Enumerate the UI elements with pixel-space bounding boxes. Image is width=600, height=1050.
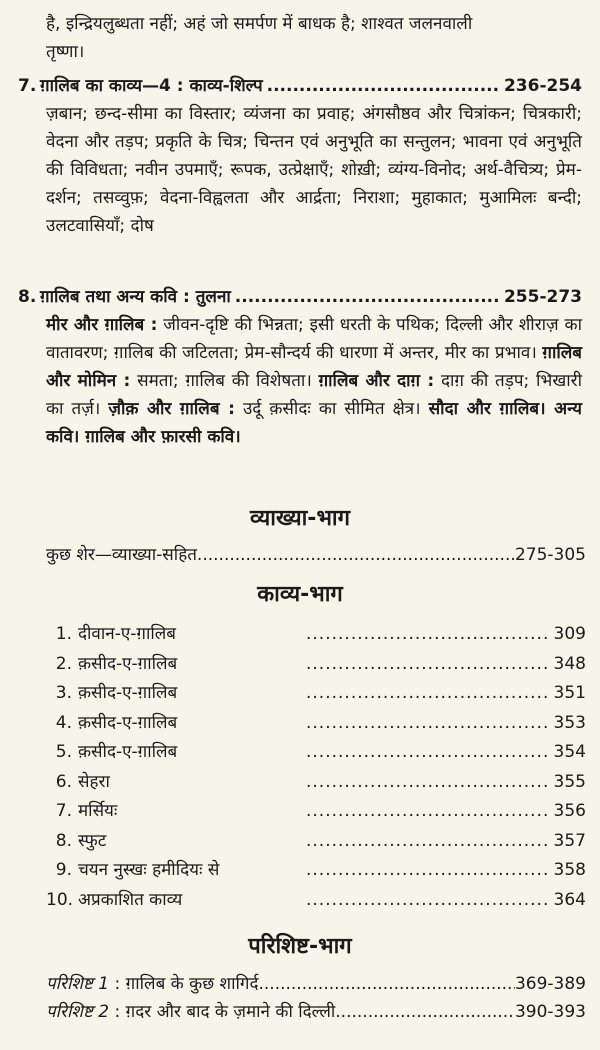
kavya-item-page: 356 [553, 801, 586, 821]
kavya-item [46, 856, 586, 884]
entry-description: ज़बान; छन्द-सीमा का विस्तार; व्यंजना का प्रवाह; अंगसौष्ठव और चित्रांकन; चित्रकारी; वेदना और तड़प; प्रकृति के चित्र; चिन्तन एवं अनुभूति का सन्तुलन; भावना एवं अनुभूति की विविधता; नवीन उपमाएँ; रूपक, उत्प्रेक्षाएँ; शोख़ी; व्यंग्य-विनोद; अर्थ-वैचित्र्य; प्रेम-दर्शन; तसव्वुफ़; वेदना-विह्वलता और आर्द्रता; निराशा; मुहाकात; मुआमिलः बन्दी; उलटवासियाँ; दोष [46, 104, 582, 236]
kavya-item-title: दीवान-ए-ग़ालिब [78, 624, 176, 644]
entry-title: ग़ालिब तथा अन्य कवि : तुलना [40, 287, 231, 307]
parishisht-label: परिशिष्ट 1 [46, 974, 110, 994]
kavya-item-number: 10. [46, 889, 74, 910]
kavya-item-number: 8. [55, 830, 72, 851]
dot-leader [306, 620, 550, 648]
kavya-item-title: क़सीद-ए-ग़ालिब [78, 683, 178, 703]
dot-leader [306, 709, 550, 737]
kavya-item-number: 6. [55, 771, 72, 792]
kavya-item-number: 1. [55, 624, 72, 644]
kavya-item-title: क़सीद-ए-ग़ालिब [78, 653, 178, 674]
kavya-item-page: 354 [553, 742, 586, 762]
continued-text-line-2: तृष्णा। [46, 42, 85, 62]
dot-leader [306, 738, 550, 766]
comparison-heading-meer: मीर और ग़ालिब : [46, 315, 158, 335]
kavya-item-title: मर्सियः [78, 801, 118, 821]
kavya-item-number: 4. [55, 712, 72, 733]
parishisht-title: : ग़ालिब के कुछ शागिर्द [109, 974, 259, 994]
parishisht-item [46, 998, 586, 1026]
kavya-item [46, 827, 586, 855]
kavya-item-title: क़सीद-ए-ग़ालिब [78, 712, 178, 733]
toc-entry-8 [18, 283, 582, 451]
comparison-heading-daag: ग़ालिब और दाग़ : [318, 371, 435, 391]
kavya-item-number: 7. [55, 801, 72, 821]
kavya-item-page: 351 [553, 683, 586, 703]
vyakhya-item-pages: 275-305 [514, 545, 586, 565]
comparison-heading-momin: ग़ालिब और मोमिन : [46, 343, 582, 391]
entry-title: ग़ालिब का काव्य—4 : काव्य-शिल्प [40, 76, 263, 96]
kavya-item [46, 679, 586, 707]
dot-leader [335, 998, 515, 1026]
parishisht-pages: 369-389 [514, 974, 586, 994]
kavya-item-number: 5. [55, 742, 72, 762]
entry-number: 8. [18, 287, 37, 307]
section-heading-parishisht: परिशिष्ट-भाग [248, 934, 352, 959]
dot-leader [235, 283, 500, 311]
kavya-item-page: 353 [553, 712, 586, 733]
comparison-text-momin: समता; ग़ालिब की विशेषता। [130, 371, 319, 391]
toc-entry-7 [18, 72, 582, 240]
kavya-item [46, 650, 586, 678]
dot-leader [306, 797, 550, 825]
section-heading-kavya: काव्य-भाग [257, 582, 343, 607]
kavya-item-number: 9. [55, 860, 72, 880]
dot-leader [197, 541, 515, 569]
kavya-item-title: स्फुट [78, 830, 107, 851]
kavya-item [46, 797, 586, 825]
kavya-item-number: 3. [55, 683, 72, 703]
kavya-item-page: 355 [553, 771, 586, 792]
comparison-text-meer: जीवन-दृष्टि की भिन्नता; इसी धरती के पथिक; दिल्ली और शीराज़ का वातावरण; ग़ालिब की जटिलता; प्रेम-सौन्दर्य की धारणा में अन्तर, मीर का प्रभाव। [46, 315, 582, 363]
entry-number: 7. [18, 76, 37, 96]
parishisht-label: परिशिष्ट 2 [46, 1002, 110, 1022]
dot-leader [306, 856, 550, 884]
kavya-item-page: 358 [553, 860, 586, 880]
entry-pages: 236-254 [503, 76, 582, 96]
vyakhya-item-title: कुछ शेर—व्याख्या-सहित [46, 545, 197, 565]
kavya-item [46, 886, 586, 914]
dot-leader [306, 679, 550, 707]
kavya-item-page: 309 [553, 624, 586, 644]
kavya-item-page: 348 [553, 653, 586, 674]
comparison-heading-others: सौदा और ग़ालिब। अन्य कवि। ग़ालिब और फ़ारसी कवि। [46, 399, 582, 447]
dot-leader [306, 827, 550, 855]
kavya-item-title: अप्रकाशित काव्य [78, 889, 183, 910]
kavya-item-page: 364 [553, 889, 586, 910]
kavya-item [46, 620, 586, 648]
kavya-item-title: चयन नुस्खः हमीदियः से [78, 860, 220, 880]
dot-leader [306, 650, 550, 678]
kavya-item [46, 768, 586, 796]
dot-leader [306, 768, 550, 796]
comparison-text-zauq: उर्दू क़सीदः का सीमित क्षेत्र। [234, 399, 429, 419]
kavya-item [46, 709, 586, 737]
parishisht-item [46, 970, 586, 998]
dot-leader [267, 72, 500, 100]
section-heading-vyakhya: व्याख्या-भाग [250, 506, 350, 531]
parishisht-pages: 390-393 [514, 1002, 586, 1022]
dot-leader [258, 970, 514, 998]
continued-text-line-1: है, इन्द्रियलुब्धता नहीं; अहं जो समर्पण में बाधक है; शाश्वत जलनवाली [46, 14, 473, 34]
parishisht-title: : ग़दर और बाद के ज़माने की दिल्ली [109, 1002, 336, 1022]
vyakhya-item [46, 541, 586, 569]
kavya-item-title: क़सीद-ए-ग़ालिब [78, 742, 178, 762]
kavya-item-number: 2. [55, 653, 72, 674]
entry-pages: 255-273 [503, 287, 582, 307]
comparison-text-daag: दाग़ की तड़प; भिखारी का तर्ज़। [46, 371, 582, 419]
entry-description [46, 311, 582, 451]
kavya-item-title: सेहरा [78, 771, 110, 792]
kavya-item-page: 357 [553, 830, 586, 851]
comparison-heading-zauq: ज़ौक़ और ग़ालिब : [108, 399, 235, 419]
kavya-item [46, 738, 586, 766]
dot-leader [306, 886, 550, 914]
